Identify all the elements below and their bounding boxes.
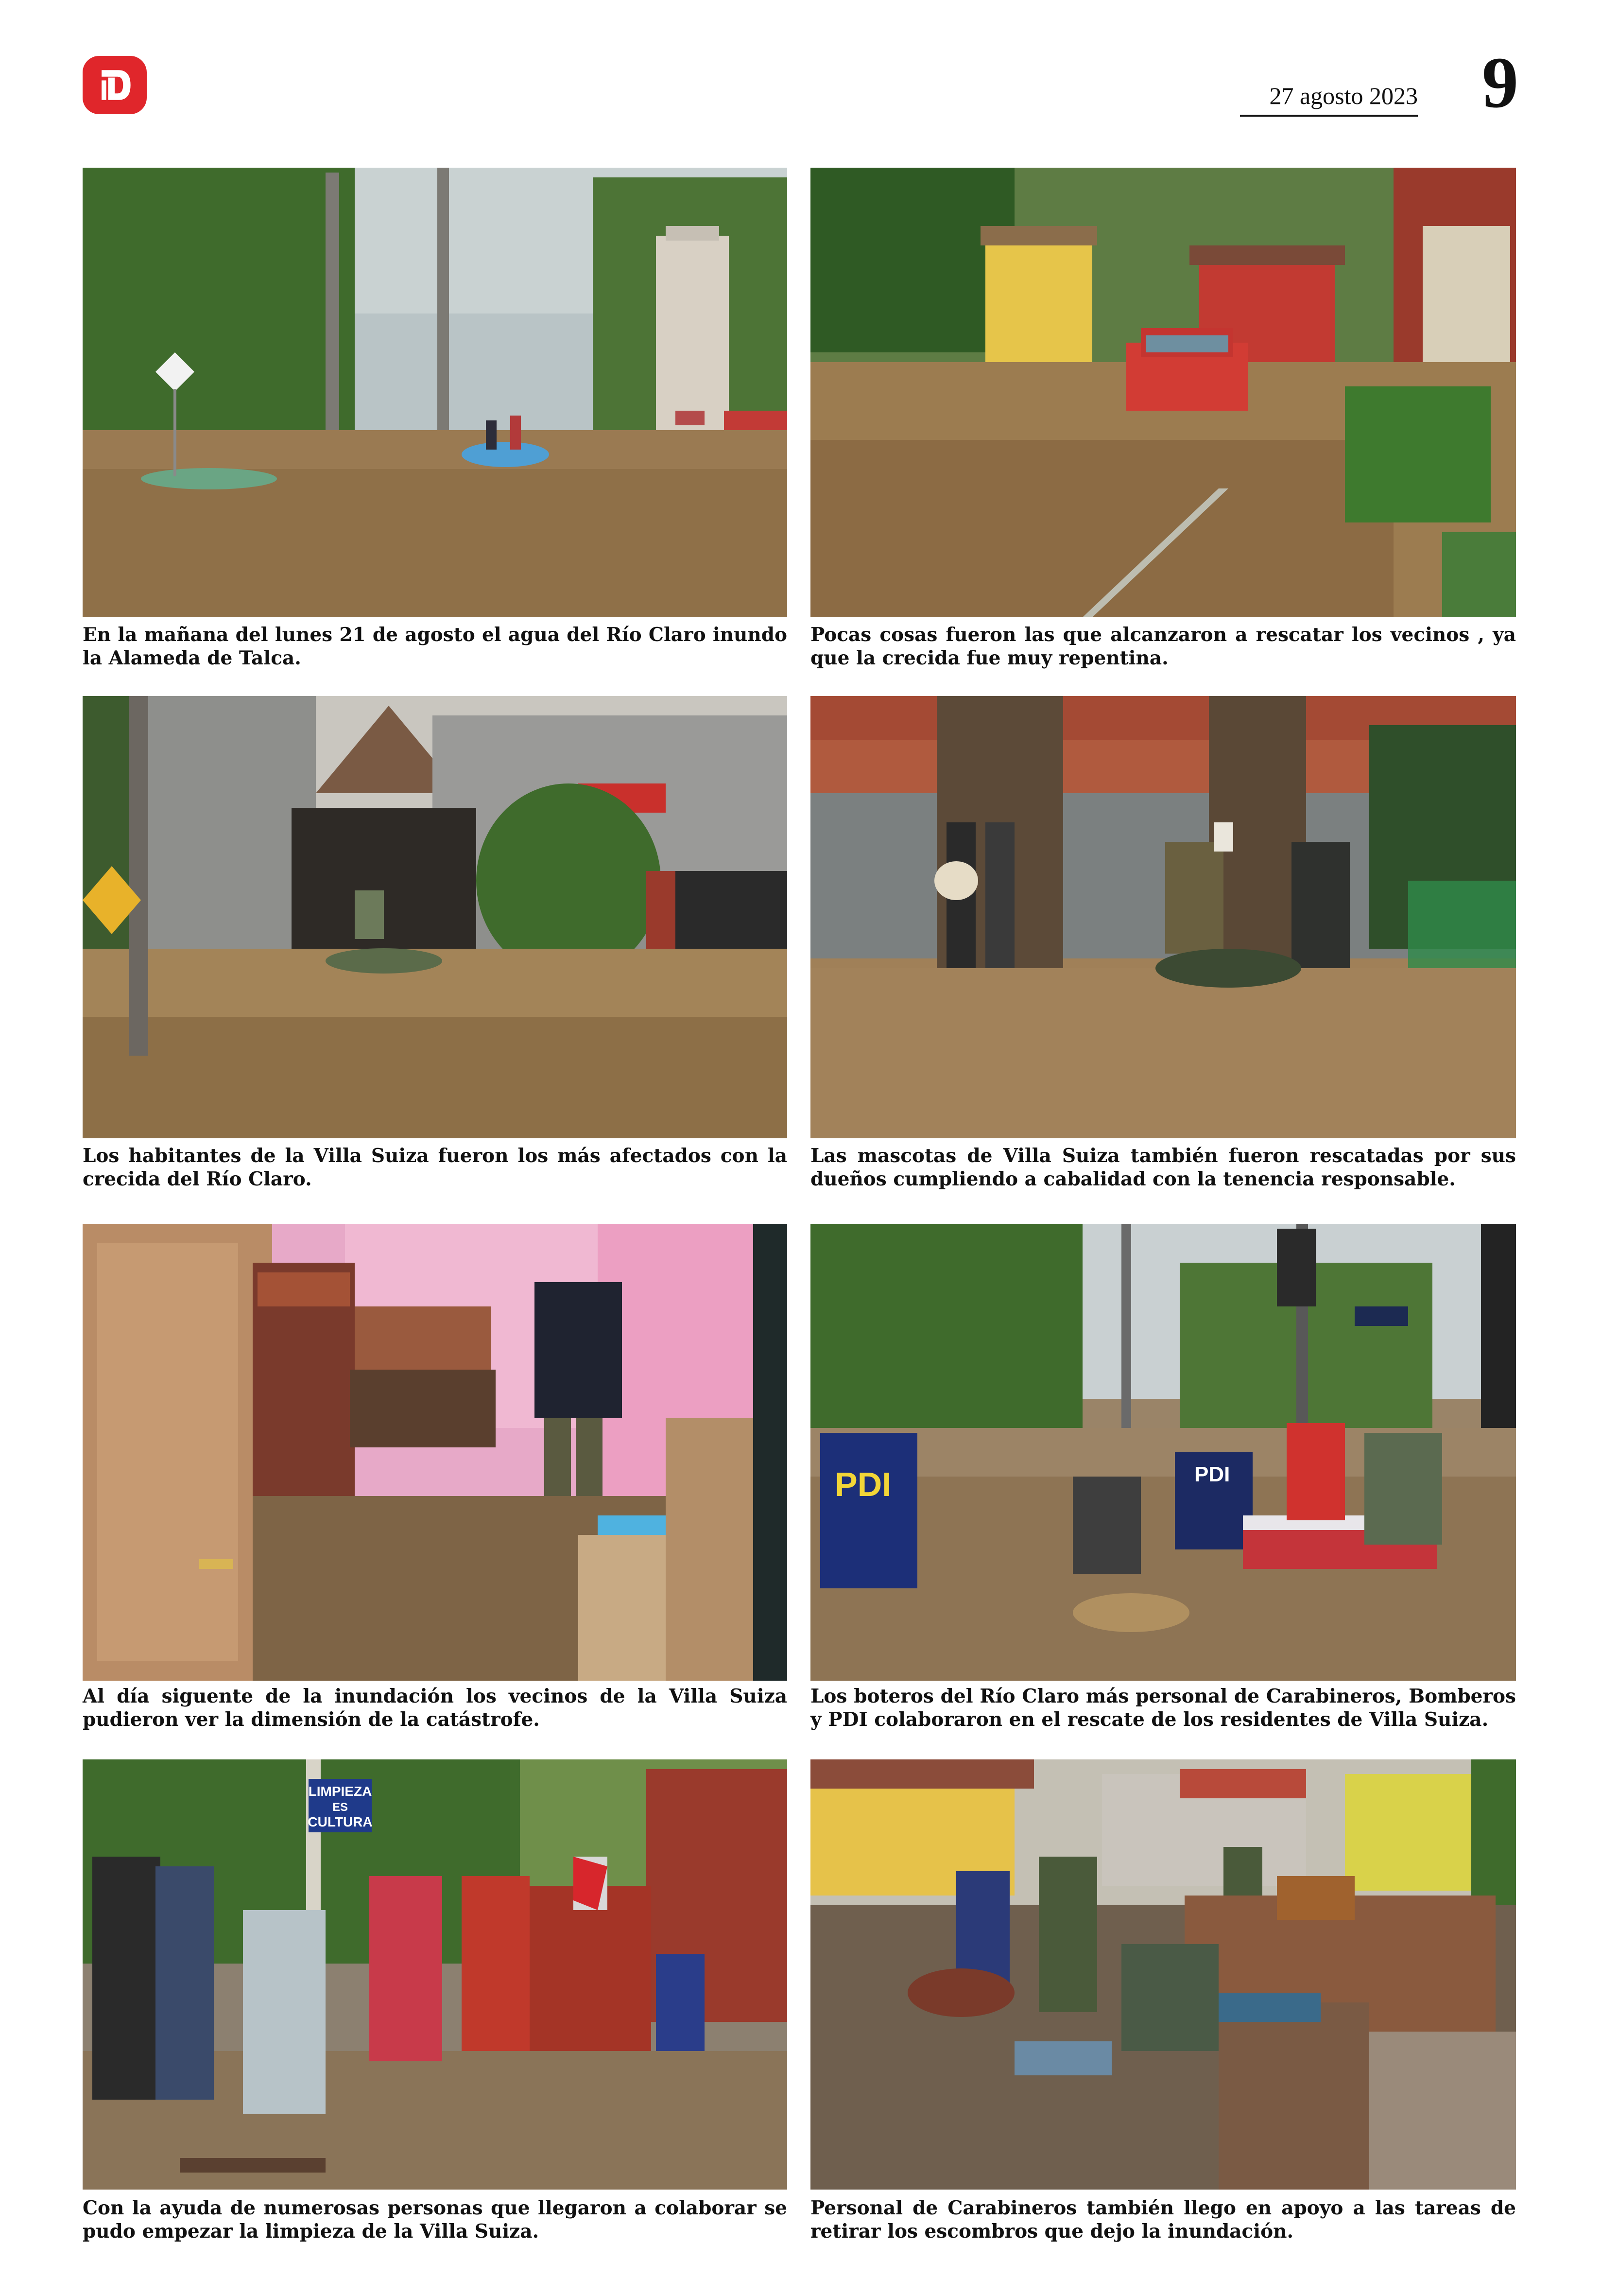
caption-6: Los boteros del Río Claro más personal de Carabineros, Bomberos y PDI colaboraron en el rescate de los residentes de Villa Suiza. <box>810 1685 1516 1731</box>
caption-7: Con la ayuda de numerosas personas que llegaron a colaborar se pudo empezar la limpieza de la Villa Suiza. <box>83 2197 787 2243</box>
issue-date: 27 agosto 2023 <box>1240 84 1418 117</box>
photo-flooded-street-car <box>810 168 1516 617</box>
logo-d-icon <box>91 62 138 108</box>
sign-limpieza: LIMPIEZA <box>308 1784 372 1799</box>
caption-5: Al día siguente de la inundación los vecinos de la Villa Suiza pudieron ver la dimensión de la catástrofe. <box>83 1685 787 1731</box>
photo-carabineros-debris <box>810 1759 1516 2190</box>
sign-cultura: CULTURA <box>308 1814 373 1829</box>
caption-3: Los habitantes de la Villa Suiza fueron los más afectados con la crecida del Río Claro. <box>83 1145 787 1190</box>
caption-8: Personal de Carabineros también llego en apoyo a las tareas de retirar los escombros que dejo la inundación. <box>810 2197 1516 2243</box>
caption-1: En la mañana del lunes 21 de agosto el agua del Río Claro inundo la Alameda de Talca. <box>83 624 787 669</box>
pdi-vest-text-1: PDI <box>835 1465 892 1503</box>
photo-villa-suiza-boat <box>83 696 787 1138</box>
caption-2: Pocas cosas fueron las que alcanzaron a rescatar los vecinos , ya que la crecida fue muy repentina. <box>810 624 1516 669</box>
newspaper-logo <box>83 56 147 114</box>
sign-es: ES <box>332 1801 348 1814</box>
caption-4: Las mascotas de Villa Suiza también fueron rescatadas por sus dueños cumpliendo a cabalidad con la tenencia responsable. <box>810 1145 1516 1190</box>
pdi-vest-text-2: PDI <box>1194 1462 1230 1486</box>
photo-flooded-interior <box>83 1224 787 1681</box>
page-number: 9 <box>1482 42 1518 123</box>
photo-cleanup-volunteers <box>83 1759 787 2190</box>
photo-flooded-alameda <box>83 168 787 617</box>
photo-rescue-teams <box>810 1224 1516 1681</box>
photo-pets-rescue <box>810 696 1516 1138</box>
